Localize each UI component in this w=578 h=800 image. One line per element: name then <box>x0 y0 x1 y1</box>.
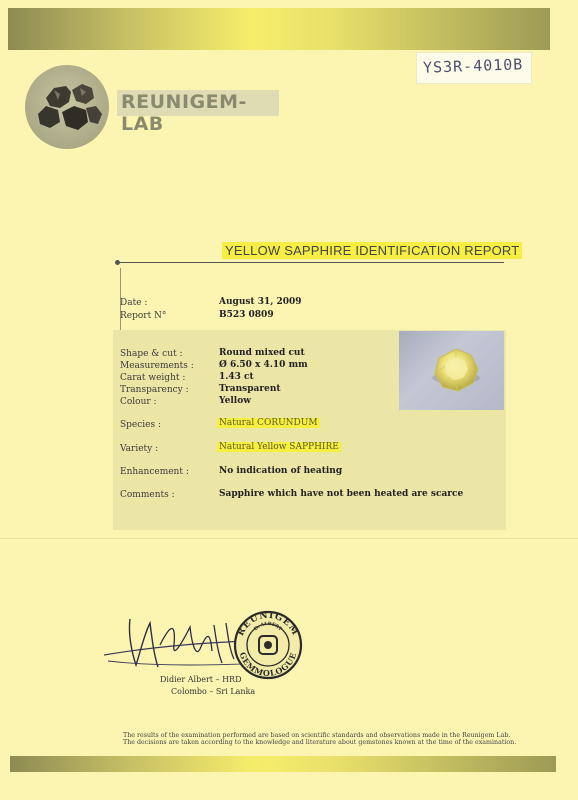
title-rule <box>118 262 504 263</box>
gemstone-photo <box>399 331 504 410</box>
species-label: Species : <box>120 420 162 430</box>
footer-disclaimer <box>123 732 516 746</box>
handwritten-reference-label <box>416 52 532 84</box>
carat-weight-value: 1.43 ct <box>219 372 254 382</box>
date-label: Date : <box>120 298 148 308</box>
measurements-label: Measurements : <box>120 361 194 371</box>
date-value: August 31, 2009 <box>219 297 302 307</box>
svg-text:REUNIGEM: REUNIGEM <box>235 610 301 638</box>
enhancement-value: No indication of heating <box>219 466 343 476</box>
comments-label: Comments : <box>120 490 175 500</box>
comments-value: Sapphire which have not been heated are scarce <box>219 489 464 499</box>
signature-and-seal <box>100 605 320 685</box>
measurements-value: Ø 6.50 x 4.10 mm <box>219 360 308 370</box>
gemmologue-seal-icon <box>235 611 301 678</box>
transparency-value: Transparent <box>219 384 281 394</box>
bottom-gradient-band <box>10 756 556 772</box>
shape-cut-value: Round mixed cut <box>219 348 305 358</box>
footer-line-1: The results of the examination performed are based on scientific standards and observations made in the Reunigem Lab. <box>123 732 511 739</box>
top-gradient-band <box>8 8 550 50</box>
species-value: Natural CORUNDUM <box>219 418 318 428</box>
shape-cut-label: Shape & cut : <box>120 349 183 359</box>
svg-text:D. ALBERT: D. ALBERT <box>253 621 283 633</box>
signatory-name: Didier Albert – HRD <box>160 675 242 684</box>
report-title: YELLOW SAPPHIRE IDENTIFICATION REPORT <box>222 242 522 259</box>
brand-name: REUNIGEM-LAB <box>121 91 247 135</box>
enhancement-label: Enhancement : <box>120 467 189 477</box>
carat-weight-label: Carat weight : <box>120 373 186 383</box>
gemstones-logo-icon <box>24 64 110 150</box>
variety-label: Variety : <box>120 444 159 454</box>
variety-value: Natural Yellow SAPPHIRE <box>219 442 339 452</box>
transparency-label: Transparency : <box>120 385 189 395</box>
svg-text:GEMMOLOGUE: GEMMOLOGUE <box>237 650 299 679</box>
yellow-gemstone-icon <box>399 331 504 410</box>
paper-fold-line <box>0 538 578 539</box>
colour-label: Colour : <box>120 397 157 407</box>
colour-value: Yellow <box>219 396 251 406</box>
report-number-value: B523 0809 <box>219 310 274 320</box>
signatory-place: Colombo – Sri Lanka <box>171 687 256 696</box>
brand-name-box <box>117 90 279 135</box>
report-number-label: Report N° <box>120 311 167 321</box>
handwritten-reference-text: YS3R-4010B <box>422 55 524 77</box>
footer-line-2: The decisions are taken according to the knowledge and literature about gemstones known at the time of the examination. <box>123 739 517 746</box>
